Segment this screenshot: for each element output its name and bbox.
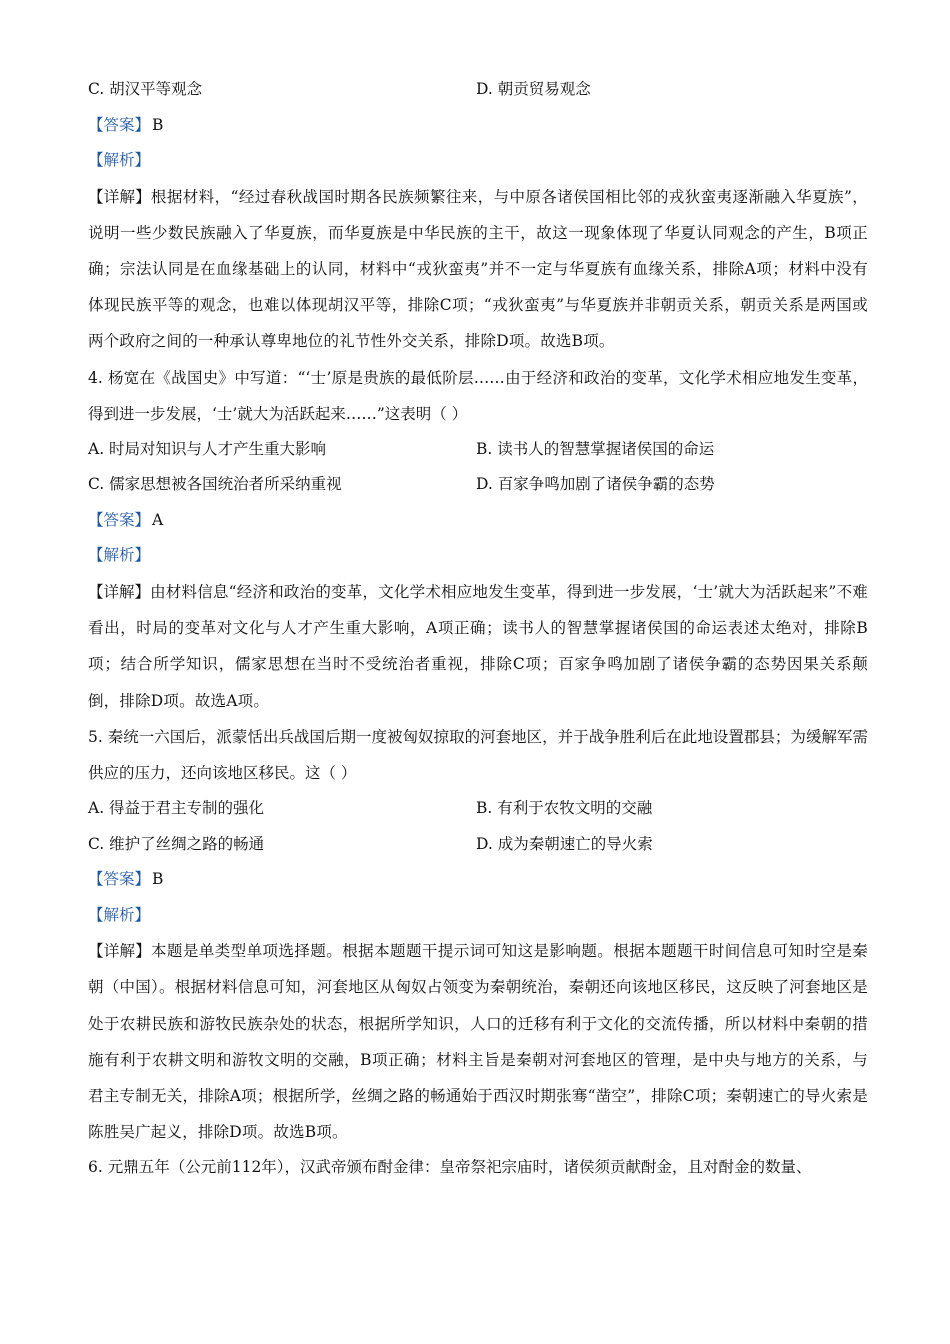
answer-value: A: [152, 510, 164, 529]
q5-option-b: B. 有利于农牧文明的交融: [476, 799, 653, 818]
detail-tag: 【详解】: [88, 942, 151, 961]
q5-stem: 5. 秦统一六国后，派蒙恬出兵战国后期一度被匈奴掠取的河套地区，并于战争胜利后在此地设置郡县；为缓解军需供应的压力，还向该地区移民。这（ ）: [88, 727, 868, 782]
q4-option-d: D. 百家争鸣加剧了诸侯争霸的态势: [476, 475, 715, 494]
detail-text: 本题是单类型单项选择题。根据本题题干提示词可知这是影响题。根据本题题干时间信息可知时空是秦朝（中国）。根据材料信息可知，河套地区从匈奴占领变为秦朝统治，秦朝还向该地区移民，这反映了河套地区是处于农耕民族和游牧民族杂处的状态，根据所学知识，人口的迁移有利于文化的交流传播，所以材料中秦朝的措施有利于农耕文明和游牧文明的交融，B项正确；材料主旨是秦朝对河套地区的管理，是中央与地方的关系，与君主专制无关，排除A项；根据所学，丝绸之路的畅通始于西汉时期张骞“凿空”，排除C项；秦朝速亡的导火索是陈胜吴广起义，排除D项。故选B项。: [88, 942, 868, 1142]
q5-option-d: D. 成为秦朝速亡的导火索: [476, 834, 653, 853]
q3-option-d: D. 朝贡贸易观念: [476, 80, 591, 98]
q5-detail: [88, 933, 868, 1150]
exam-page: [88, 72, 868, 1186]
q4-option-a: A. 时局对知识与人才产生重大影响: [88, 439, 327, 458]
q3-option-c: C. 胡汉平等观念: [88, 80, 203, 98]
q5-answer: [88, 862, 868, 898]
answer-tag: 【答案】: [88, 870, 151, 889]
answer-tag: 【答案】: [88, 510, 151, 529]
q4-detail: [88, 574, 868, 719]
q4-option-b: B. 读书人的智慧掌握诸侯国的命运: [476, 439, 715, 458]
q4-option-c: C. 儒家思想被各国统治者所采纳重视: [88, 475, 342, 494]
q5-option-c: C. 维护了丝绸之路的畅通: [88, 834, 265, 853]
analysis-tag: 【解析】: [88, 905, 151, 924]
q3-answer: [88, 108, 868, 144]
detail-text: 根据材料，“经过春秋战国时期各民族频繁往来，与中原各诸侯国相比邻的戎狄蛮夷逐渐融入华夏族”，说明一些少数民族融入了华夏族，而华夏族是中华民族的主干，故这一现象体现了华夏认同观念的产生，B项正确；宗法认同是在血缘基础上的认同，材料中“戎狄蛮夷”并不一定与华夏族有血缘关系，排除A项；材料中没有体现民族平等的观念，也难以体现胡汉平等，排除C项；“戎狄蛮夷”与华夏族并非朝贡关系，朝贡关系是两国或两个政府之间的一种承认尊卑地位的礼节性外交关系，排除D项。故选B项。: [88, 187, 868, 351]
answer-value: B: [152, 870, 164, 889]
q4-analysis-heading: [88, 538, 868, 574]
detail-text: 由材料信息“经济和政治的变革，文化学术相应地发生变革，得到进一步发展，‘士’就大为活跃起来”不难看出，时局的变革对文化与人才产生重大影响，A项正确；读书人的智慧掌握诸侯国的命运表述太绝对，排除B项；结合所学知识，儒家思想在当时不受统治者重视，排除C项；百家争鸣加剧了诸侯争霸的态势因果关系颠倒，排除D项。故选A项。: [88, 582, 868, 710]
q6-stem: 6. 元鼎五年（公元前112年），汉武帝颁布酎金律：皇帝祭祀宗庙时，诸侯须贡献酎金，且对酎金的数量、: [88, 1158, 812, 1177]
q4-answer: [88, 503, 868, 539]
q4-stem: 4. 杨宽在《战国史》中写道：“‘士’原是贵族的最低阶层……由于经济和政治的变革，文化学术相应地发生变革，得到进一步发展，‘士’就大为活跃起来……”这表明（ ）: [88, 368, 868, 423]
detail-tag: 【详解】: [88, 187, 151, 206]
q5-option-a: A. 得益于君主专制的强化: [88, 799, 265, 818]
analysis-tag: 【解析】: [88, 151, 151, 169]
q4-options-row-cd: [88, 467, 868, 503]
q3-detail: [88, 179, 868, 360]
q5-analysis-heading: [88, 898, 868, 934]
detail-tag: 【详解】: [88, 582, 151, 601]
q3-analysis-heading: [88, 143, 868, 179]
q5-options-row-cd: [88, 827, 868, 863]
analysis-tag: 【解析】: [88, 546, 151, 565]
q3-options-row-cd: [88, 72, 868, 108]
q4-options-row-ab: [88, 432, 868, 468]
answer-tag: 【答案】: [88, 115, 151, 134]
answer-value: B: [152, 115, 164, 134]
q5-options-row-ab: [88, 791, 868, 827]
